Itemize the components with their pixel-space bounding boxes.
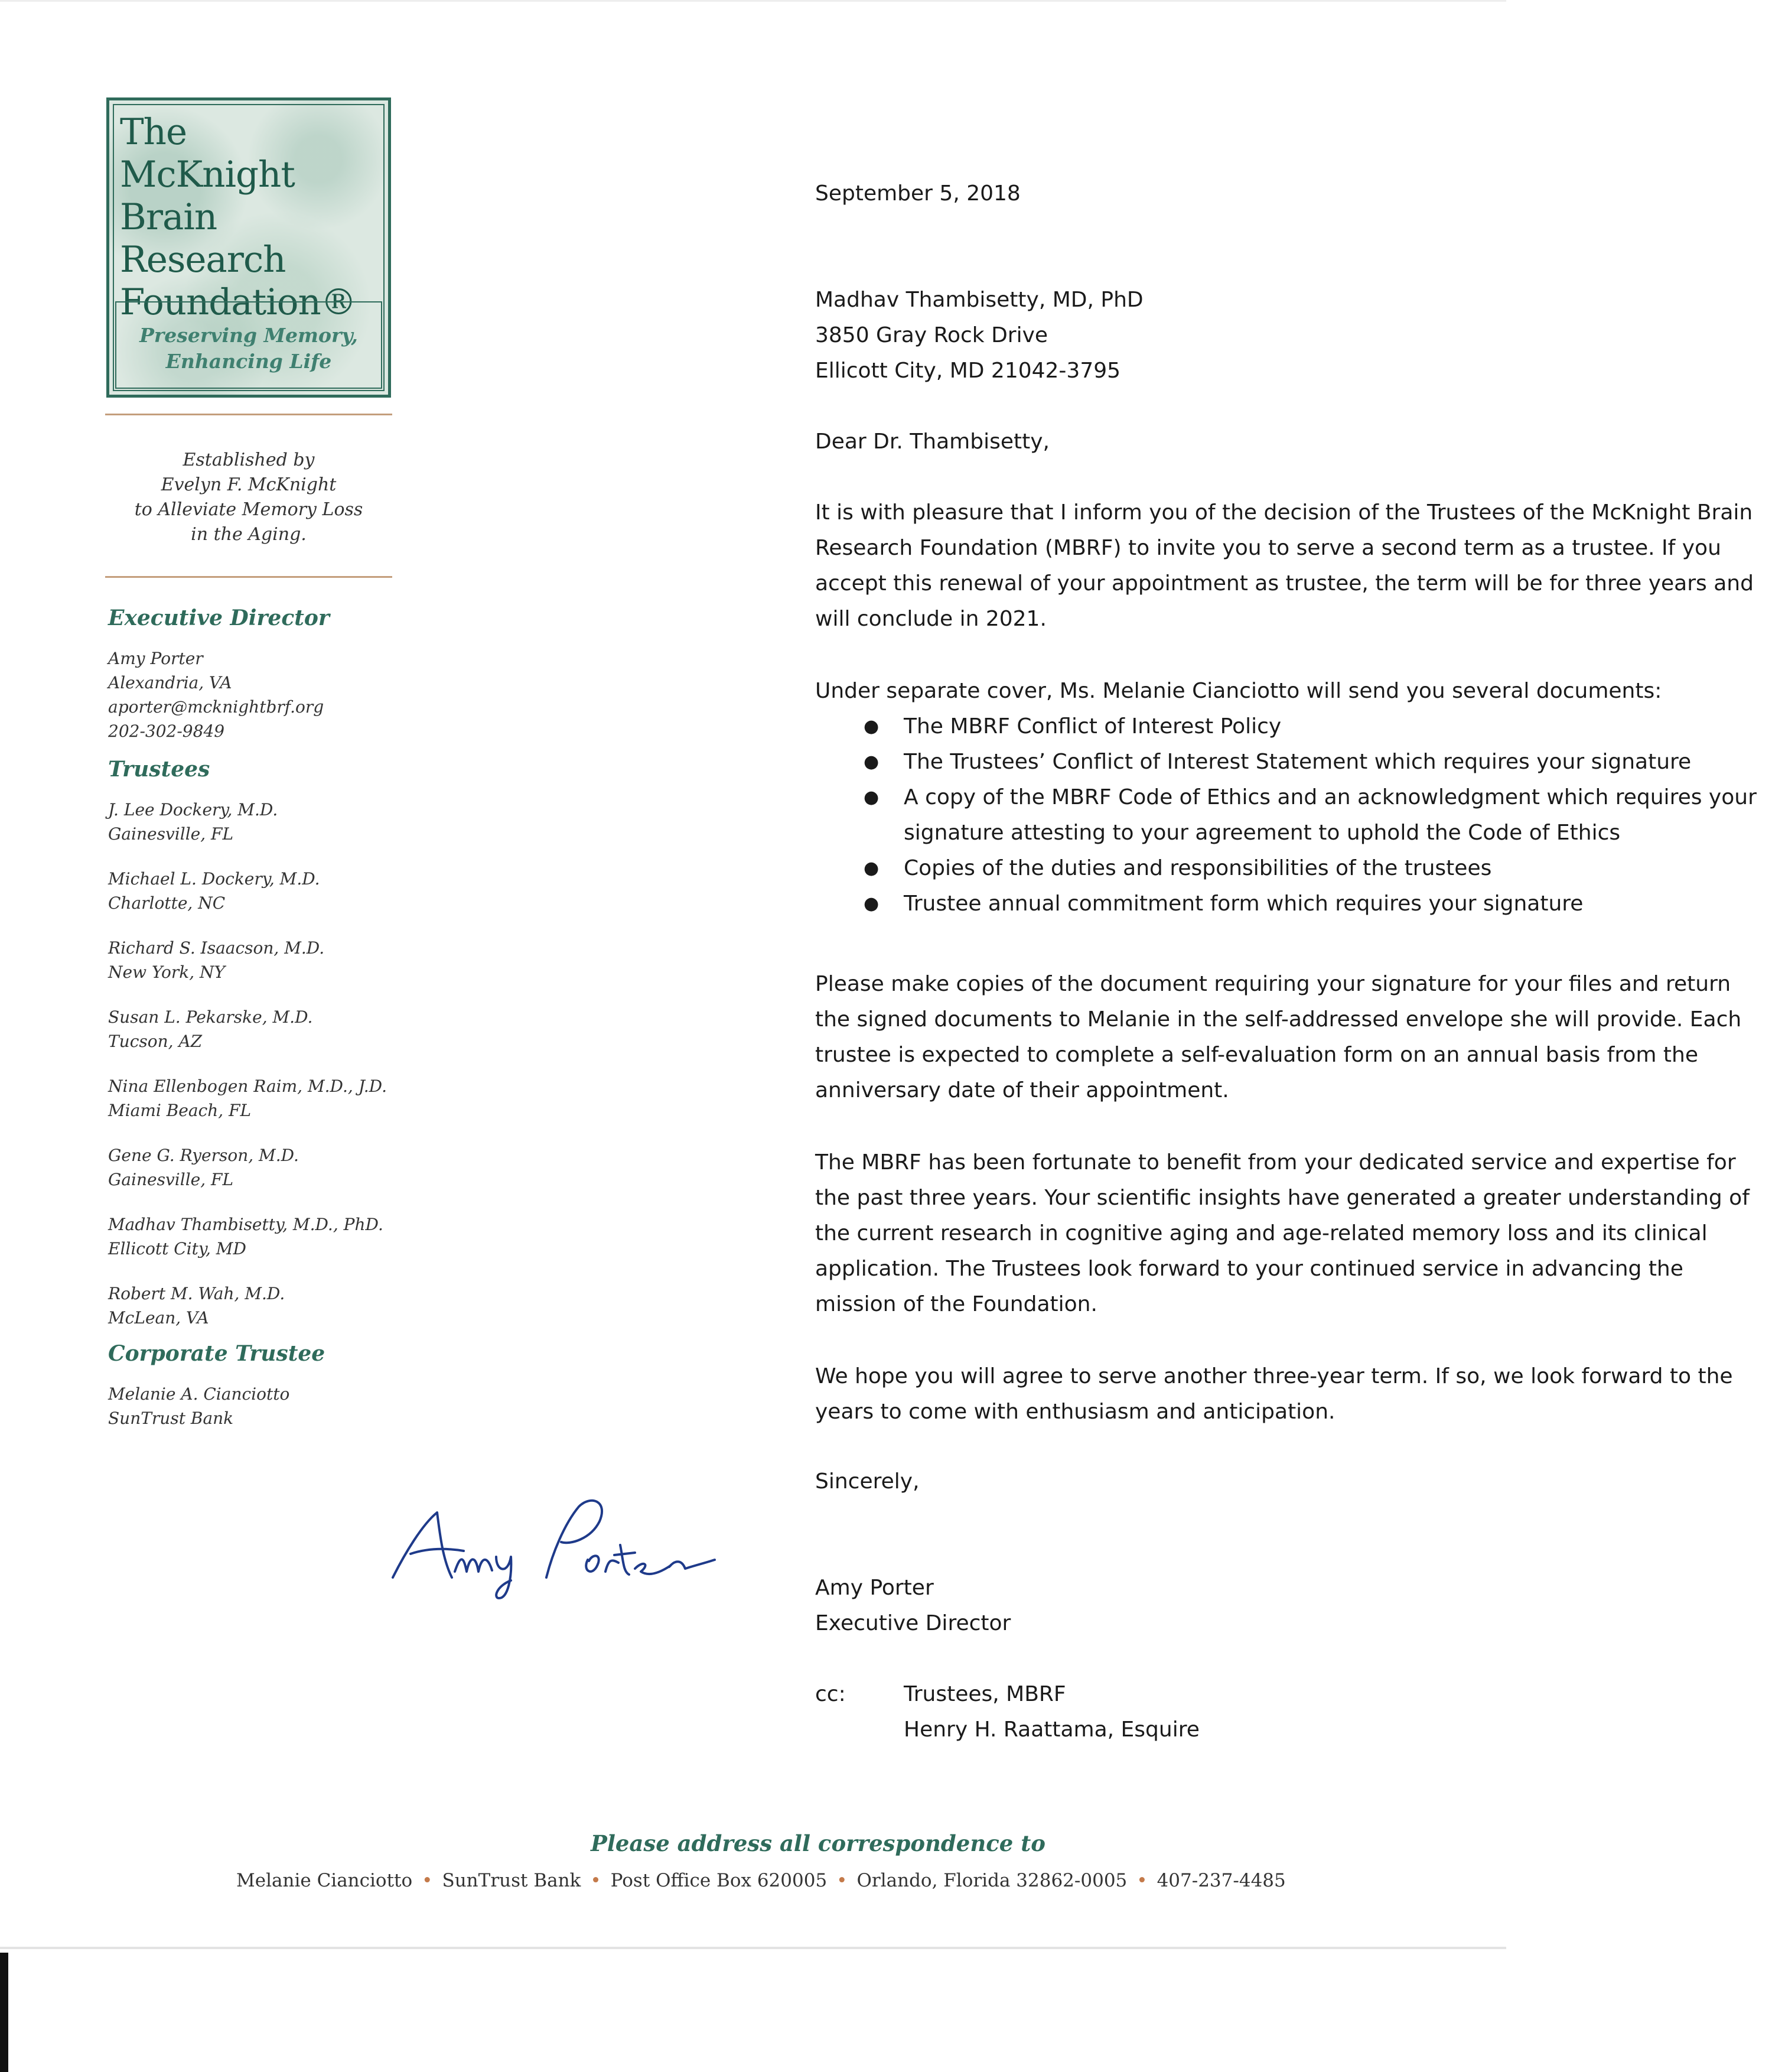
list-item [815, 709, 1772, 744]
scan-page-edge [0, 1947, 1506, 1949]
separator-dot-icon: • [590, 1870, 601, 1891]
footer-item: Melanie Cianciotto [236, 1870, 413, 1891]
signer-block [815, 1570, 1011, 1641]
footer-item: 407-237-4485 [1157, 1870, 1286, 1891]
list-item-text: The MBRF Conflict of Interest Policy [904, 714, 1282, 739]
list-item-text: A copy of the MBRF Code of Ethics and an acknowledgment which requires your signature attesting to your agreement to uphold the Code of Ethics [904, 785, 1757, 845]
trustee-location: Charlotte, NC [108, 893, 226, 913]
trustee-entry [108, 936, 415, 984]
recipient-line: Madhav Thambisetty, MD, PhD [815, 288, 1144, 312]
scan-top-edge [0, 0, 1506, 2]
foundation-logo [106, 97, 391, 398]
body-paragraph: It is with pleasure that I inform you of the decision of the Trustees of the McKnight Brain Research Foundation (MBRF) to invite you to serve a second term as a trustee. If you accept this renewal of your appointment as trustee, the term will be for three years and will conclude in 2021. [815, 500, 1754, 631]
cc-label: cc: [815, 1682, 846, 1706]
trustee-location: Ellicott City, MD [108, 1239, 246, 1258]
trustee-entry [108, 1005, 415, 1053]
footer-item: SunTrust Bank [442, 1870, 581, 1891]
corporate-trustee-name: Melanie A. Cianciotto [108, 1384, 290, 1404]
trustee-name: Richard S. Isaacson, M.D. [108, 938, 325, 958]
trustee-name: Gene G. Ryerson, M.D. [108, 1146, 299, 1165]
trustee-entry [108, 1212, 415, 1261]
established-line: Evelyn F. McKnight [161, 474, 337, 495]
list-item-text: Copies of the duties and responsibilities of the trustees [904, 856, 1492, 880]
bullet-icon: ● [864, 858, 880, 879]
salutation: Dear Dr. Thambisetty, [815, 430, 1050, 454]
recipient-address [815, 282, 1144, 389]
bullet-icon: ● [864, 752, 880, 772]
logo-title-line: Brain Research [120, 196, 286, 281]
body-paragraph: Please make copies of the document requiring your signature for your files and return the signed documents to Melanie in the self-addressed envelope she will provide. Each trustee is expected to complete a self-evaluation form on an annual basis from the anniversary date of their appointment. [815, 972, 1742, 1102]
trustee-name: Robert M. Wah, M.D. [108, 1284, 285, 1303]
executive-director-entry [108, 646, 415, 743]
trustee-entry [108, 1281, 415, 1330]
bullet-icon: ● [864, 787, 880, 808]
logo-title [120, 111, 380, 324]
letterhead-sidebar [108, 605, 415, 1451]
scan-shadow [0, 1953, 8, 2072]
phone-number: 202-302-9849 [108, 721, 225, 741]
separator-dot-icon: • [422, 1870, 433, 1891]
established-line: Established by [183, 450, 315, 470]
list-item [815, 780, 1772, 851]
person-name: Amy Porter [108, 649, 203, 668]
logo-title-line: Foundation® [120, 281, 356, 323]
logo-tagline-box [115, 301, 382, 389]
letter-date: September 5, 2018 [815, 181, 1021, 206]
trustee-name: J. Lee Dockery, M.D. [108, 800, 278, 819]
trustee-name: Nina Ellenbogen Raim, M.D., J.D. [108, 1076, 387, 1096]
list-item [815, 886, 1772, 922]
list-item-text: Trustee annual commitment form which requires your signature [904, 892, 1584, 916]
trustee-entry [108, 798, 415, 846]
person-location: Alexandria, VA [108, 673, 232, 692]
established-line: in the Aging. [191, 524, 307, 545]
trustee-name: Susan L. Pekarske, M.D. [108, 1007, 313, 1027]
divider-rule [105, 576, 392, 578]
signer-title: Executive Director [815, 1611, 1011, 1635]
recipient-line: Ellicott City, MD 21042-3795 [815, 359, 1121, 383]
logo-title-line: The [120, 111, 187, 153]
body-paragraph: We hope you will agree to serve another three-year term. If so, we look forward to the years to come with enthusiasm and anticipation. [815, 1364, 1733, 1424]
body-paragraph: Under separate cover, Ms. Melanie Cianciotto will send you several documents: [815, 679, 1662, 703]
trustees-heading: Trustees [108, 757, 210, 782]
bullet-icon: ● [864, 716, 880, 737]
trustee-entry [108, 1143, 415, 1192]
closing: Sincerely, [815, 1469, 920, 1494]
established-note [106, 448, 391, 547]
recipient-line: 3850 Gray Rock Drive [815, 323, 1048, 347]
body-paragraph: The MBRF has been fortunate to benefit from your dedicated service and expertise for the past three years. Your scientific insights have generated a greater understanding of the current research in cognitive aging and age-related memory loss and its clinical application. The Trustees look forward to your continued service in advancing the mission of the Foundation. [815, 1150, 1750, 1316]
footer-item: Post Office Box 620005 [610, 1870, 828, 1891]
trustee-entry [108, 867, 415, 915]
footer-address [236, 1870, 1359, 1891]
trustee-entry [108, 1074, 415, 1123]
list-item [815, 744, 1772, 780]
handwritten-signature [387, 1489, 718, 1601]
established-line: to Alleviate Memory Loss [134, 499, 363, 520]
corporate-trustee-heading: Corporate Trustee [108, 1341, 325, 1366]
trustee-location: McLean, VA [108, 1308, 209, 1328]
email-address: aporter@mcknightbrf.org [108, 697, 324, 717]
trustee-name: Michael L. Dockery, M.D. [108, 869, 320, 889]
trustee-name: Madhav Thambisetty, M.D., PhD. [108, 1215, 383, 1234]
documents-list [815, 709, 1772, 922]
trustee-location: Miami Beach, FL [108, 1101, 252, 1120]
logo-tagline-line: Enhancing Life [165, 350, 332, 373]
separator-dot-icon: • [836, 1870, 848, 1891]
executive-director-heading: Executive Director [108, 606, 330, 630]
footer-heading: Please address all correspondence to [591, 1830, 1045, 1856]
logo-tagline [116, 323, 381, 375]
trustee-location: Gainesville, FL [108, 1170, 234, 1189]
signer-name: Amy Porter [815, 1576, 934, 1600]
corporate-trustee-org: SunTrust Bank [108, 1409, 234, 1428]
corporate-trustee-entry [108, 1382, 415, 1430]
cc-recipient: Trustees, MBRF [904, 1682, 1066, 1706]
trustee-location: New York, NY [108, 962, 225, 982]
cc-list [904, 1677, 1200, 1748]
logo-title-line: McKnight [120, 154, 295, 196]
divider-rule [105, 414, 392, 415]
scan-margin [0, 1953, 1506, 2072]
trustee-location: Gainesville, FL [108, 824, 234, 844]
cc-recipient: Henry H. Raattama, Esquire [904, 1718, 1200, 1742]
trustee-location: Tucson, AZ [108, 1032, 203, 1051]
list-item-text: The Trustees’ Conflict of Interest Statement which requires your signature [904, 750, 1692, 774]
list-item [815, 851, 1772, 886]
footer-item: Orlando, Florida 32862-0005 [856, 1870, 1128, 1891]
separator-dot-icon: • [1136, 1870, 1148, 1891]
logo-tagline-line: Preserving Memory, [139, 324, 358, 347]
bullet-icon: ● [864, 893, 880, 914]
